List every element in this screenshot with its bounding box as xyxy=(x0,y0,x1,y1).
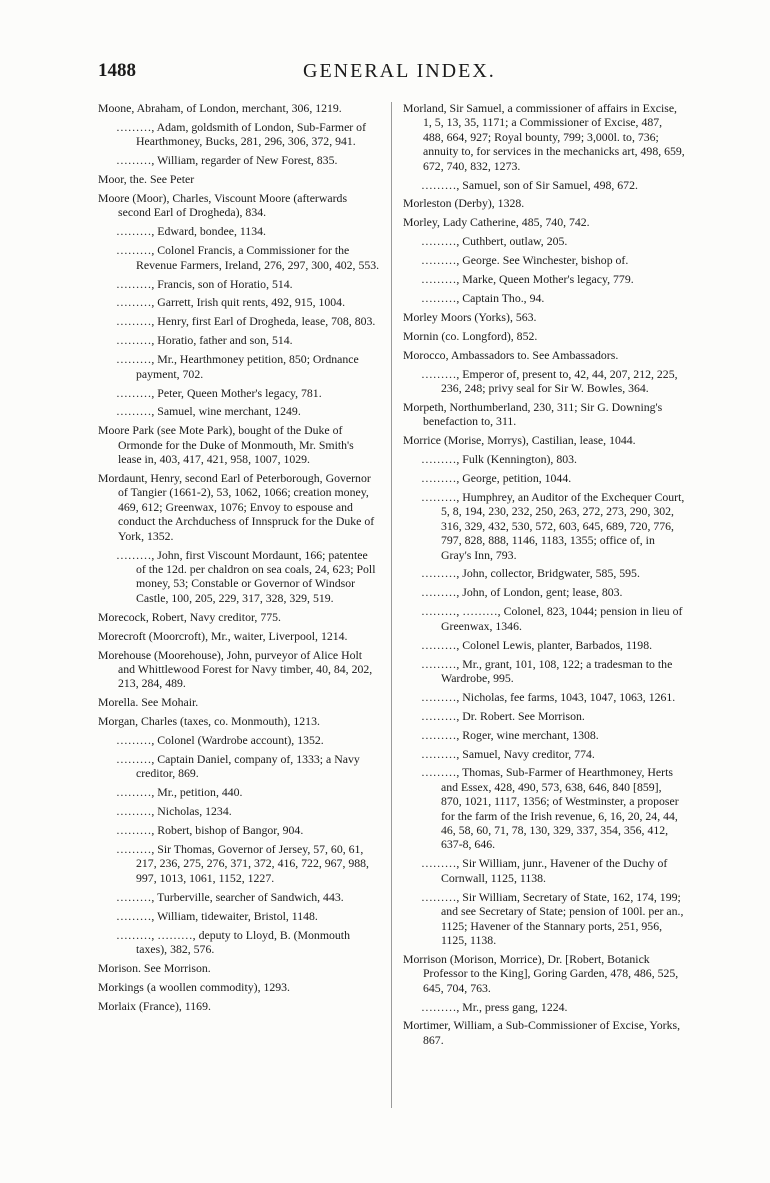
index-subentry: ………, Emperor of, present to, 42, 44, 207, 212, 225, 236, 248; privy seal for Sir W. Bowles, 364. xyxy=(421,366,678,395)
index-entry: Morpeth, Northumberland, 230, 311; Sir G. Downing's benefaction to, 311. xyxy=(403,399,663,429)
index-subentry: ………, Nicholas, fee farms, 1043, 1047, 1063, 1261. xyxy=(421,689,676,704)
index-subentry: ………, John, of London, gent; lease, 803. xyxy=(421,585,623,600)
index-subentry: ………, Captain Daniel, company of, 1333; a Navy creditor, 869. xyxy=(116,751,360,781)
index-subentry: ………, William, tidewaiter, Bristol, 1148. xyxy=(116,908,318,923)
index-subentry: ………, Adam, goldsmith of London, Sub-Farmer of Hearthmoney, Bucks, 281, 296, 306, 372, 941. xyxy=(116,119,367,149)
index-subentry: ………, Sir William, junr., Havener of the Duchy of Cornwall, 1125, 1138. xyxy=(421,856,668,885)
index-entry: Moore (Moor), Charles, Viscount Moore (afterwards second Earl of Drogheda), 834. xyxy=(98,191,348,220)
page-header xyxy=(98,60,698,86)
index-subentry: ………, Mr., petition, 440. xyxy=(116,785,243,800)
index-entry: Mordaunt, Henry, second Earl of Peterborough, Governor of Tangier (1661-2), 53, 1062, 1066; creation money, 469, 612; Greenwax, 1076; Envoy to espouse and conduct the Archduchess of Innspruck for the Duke of York, 1352. xyxy=(98,471,375,543)
index-subentry: ………, Mr., grant, 101, 108, 122; a tradesman to the Wardrobe, 995. xyxy=(421,656,673,685)
index-subentry: ………, Colonel Lewis, planter, Barbados, 1198. xyxy=(421,637,653,652)
index-entry: Morland, Sir Samuel, a commissioner of affairs in Excise, 1, 5, 13, 35, 1171; a Commissioner of Excise, 487, 488, 664, 927; Royal bounty, 799; 3,000l. to, 736; annuity to, for services in the mechanicks art, 498, 659, 672, 740, 832, 1273. xyxy=(403,101,685,173)
index-entry: Morley, Lady Catherine, 485, 740, 742. xyxy=(403,215,590,230)
index-entry: Mortimer, William, a Sub-Commissioner of Excise, Yorks, 867. xyxy=(403,1018,681,1047)
index-entry: Morkings (a woollen commodity), 1293. xyxy=(98,979,291,994)
index-entry: Moone, Abraham, of London, merchant, 306, 1219. xyxy=(98,101,342,115)
index-entry: Moor, the. See Peter xyxy=(98,172,195,187)
index-entry: Morocco, Ambassadors to. See Ambassadors. xyxy=(403,347,619,362)
index-subentry: ………, Turberville, searcher of Sandwich, 443. xyxy=(116,889,344,904)
index-subentry: ………, Henry, first Earl of Drogheda, lease, 708, 803. xyxy=(116,314,376,329)
index-subentry: ………, Humphrey, an Auditor of the Exchequer Court, 5, 8, 194, 230, 232, 250, 263, 272, 273, 290, 302, 316, 329, 432, 530, 572, 603, 645, 689, 720, 776, 797, 828, 888, 1146, 1183, 1355; office of, in Gray's Inn, 793. xyxy=(421,489,685,562)
index-subentry: ………, Sir William, Secretary of State, 162, 174, 199; and see Secretary of State; pension of 100l. per an., 1125; Havener of the Stannary ports, 251, 956, 1125, 1138. xyxy=(421,889,684,947)
index-subentry: ………, Marke, Queen Mother's legacy, 779. xyxy=(421,272,634,287)
index-subentry: ………, ………, Colonel, 823, 1044; pension in lieu of Greenwax, 1346. xyxy=(421,604,683,633)
index-subentry: ………, Peter, Queen Mother's legacy, 781. xyxy=(116,385,322,400)
index-subentry: ………, John, collector, Bridgwater, 585, 595. xyxy=(421,566,640,581)
index-entry: Morgan, Charles (taxes, co. Monmouth), 1213. xyxy=(98,714,320,729)
index-entry: Moore Park (see Mote Park), bought of the Duke of Ormonde for the Duke of Monmouth, Mr. Smith's lease in, 403, 417, 421, 958, 1007, 1029. xyxy=(98,423,354,467)
index-subentry: ………, Robert, bishop of Bangor, 904. xyxy=(116,823,304,838)
left-index-column xyxy=(98,101,380,1018)
index-subentry: ………, Thomas, Sub-Farmer of Hearthmoney, Herts and Essex, 428, 490, 573, 638, 646, 840 [859], 870, 1021, 1117, 1356; of Westminster, a proposer for the farm of the Irish revenue, 6, 16, 20, 24, 44, 46, 58, 60, 71, 78, 130, 329, 337, 354, 356, 412, 637-8, 646. xyxy=(421,765,679,852)
page-title: GENERAL INDEX. xyxy=(303,60,496,82)
column-divider xyxy=(391,102,392,1108)
index-subentry: ………, Samuel, son of Sir Samuel, 498, 672. xyxy=(421,177,638,192)
index-subentry: ………, Dr. Robert. See Morrison. xyxy=(421,708,585,723)
index-subentry: ………, Horatio, father and son, 514. xyxy=(116,333,293,348)
index-subentry: ………, George, petition, 1044. xyxy=(421,471,572,486)
page-number: 1488 xyxy=(98,60,136,81)
index-subentry: ………, Fulk (Kennington), 803. xyxy=(421,452,577,467)
index-entry: Morecroft (Moorcroft), Mr., waiter, Liverpool, 1214. xyxy=(98,628,348,643)
index-subentry: ………, Samuel, wine merchant, 1249. xyxy=(116,404,301,419)
index-entry: Morrison (Morison, Morrice), Dr. [Robert, Botanick Professor to the King], Goring Garden, 478, 486, 525, 645, 704, 763. xyxy=(403,951,679,995)
index-entry: Morrice (Morise, Morrys), Castilian, lease, 1044. xyxy=(403,433,636,448)
index-subentry: ………, Cuthbert, outlaw, 205. xyxy=(421,234,568,249)
index-subentry: ………, Francis, son of Horatio, 514. xyxy=(116,276,293,291)
index-entry: Morlaix (France), 1169. xyxy=(98,998,211,1013)
index-subentry: ………, Samuel, Navy creditor, 774. xyxy=(421,746,595,761)
index-subentry: ………, Mr., Hearthmoney petition, 850; Ordnance payment, 702. xyxy=(116,352,359,381)
index-entry: Morleston (Derby), 1328. xyxy=(403,196,525,211)
index-subentry: ………, Mr., press gang, 1224. xyxy=(421,999,568,1014)
index-entry: Morison. See Morrison. xyxy=(98,960,211,975)
index-subentry: ………, George. See Winchester, bishop of. xyxy=(421,253,629,268)
index-subentry: ………, ………, deputy to Lloyd, B. (Monmouth taxes), 382, 576. xyxy=(116,927,350,956)
index-entry: Morley Moors (Yorks), 563. xyxy=(403,309,537,324)
index-subentry: ………, John, first Viscount Mordaunt, 166; patentee of the 12d. per chaldron on sea coals, 24, 623; Poll money, 53; Constable or Governor of Windsor Castle, 100, 205, 229, 317, 328, 329, 519. xyxy=(116,547,376,605)
right-index-column xyxy=(403,101,685,1052)
index-subentry: ………, Sir Thomas, Governor of Jersey, 57, 60, 61, 217, 236, 275, 276, 371, 372, 416, 722, 967, 988, 997, 1013, 1061, 1152, 1227. xyxy=(116,841,369,885)
index-subentry: ………, Captain Tho., 94. xyxy=(421,290,545,305)
index-subentry: ………, Nicholas, 1234. xyxy=(116,804,232,819)
index-subentry: ………, Roger, wine merchant, 1308. xyxy=(421,727,599,742)
index-entry: Morecock, Robert, Navy creditor, 775. xyxy=(98,609,281,624)
index-subentry: ………, William, regarder of New Forest, 835. xyxy=(116,153,338,168)
index-subentry: ………, Colonel (Wardrobe account), 1352. xyxy=(116,733,324,748)
index-subentry: ………, Edward, bondee, 1134. xyxy=(116,224,266,239)
index-entry: Morella. See Mohair. xyxy=(98,695,199,710)
index-subentry: ………, Garrett, Irish quit rents, 492, 915, 1004. xyxy=(116,295,346,310)
index-subentry: ………, Colonel Francis, a Commissioner for the Revenue Farmers, Ireland, 276, 297, 300, 402, 553. xyxy=(116,243,380,272)
index-entry: Morehouse (Moorehouse), John, purveyor of Alice Holt and Whittlewood Forest for Navy timber, 40, 84, 202, 213, 284, 489. xyxy=(98,647,373,691)
index-entry: Mornin (co. Longford), 852. xyxy=(403,328,538,343)
